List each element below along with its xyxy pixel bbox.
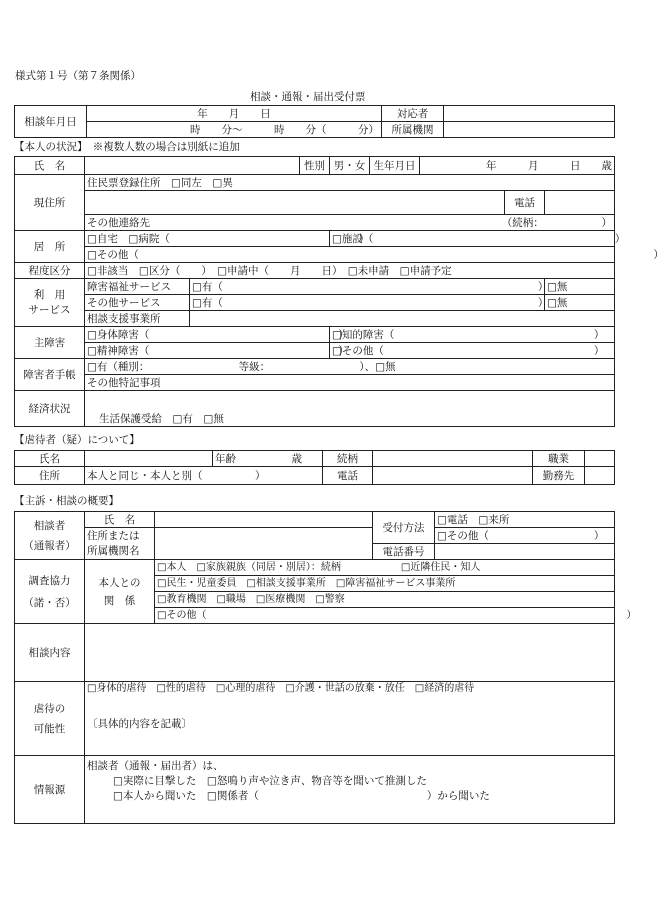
reception-2[interactable]: □その他（ ） — [435, 528, 615, 544]
economy-label: 経済状況 — [15, 391, 85, 427]
handler-label: 対応者 — [382, 106, 444, 122]
abuser-name-field[interactable] — [85, 451, 213, 467]
content-label: 相談内容 — [15, 624, 85, 682]
abuser-work-field[interactable] — [585, 467, 615, 485]
consultant-address-label: 住所または 所属機関名 — [85, 528, 155, 560]
abuser-age-label: 年齢 歳 — [213, 451, 323, 467]
reception-label: 受付方法 — [373, 512, 435, 544]
svc3-field[interactable] — [190, 311, 615, 327]
dis-1[interactable]: □身体障害（ ） — [85, 327, 330, 343]
date-line1: 年 月 日 — [87, 106, 382, 122]
handbook-value[interactable]: □有（種別： 等級： ）、□無 — [85, 359, 615, 375]
coop-label: 調査協力 （諾・否） — [15, 560, 85, 624]
handler-field[interactable] — [444, 106, 615, 122]
section3-heading: 【主訴・相談の概要】 — [14, 495, 119, 507]
possibility-label: 虐待の 可能性 — [15, 682, 85, 756]
abuser-phone-field[interactable] — [373, 467, 533, 485]
consultant-address-field[interactable] — [155, 528, 373, 560]
rel-4[interactable]: □その他（ ） — [155, 608, 615, 624]
content-field[interactable] — [85, 624, 615, 682]
other-contact[interactable]: その他連絡先 （続柄： ） — [85, 215, 615, 231]
rel-1[interactable]: □本人 □家族親族（同居・別居）：続柄 □近隣住民・知人 — [155, 560, 615, 576]
abuser-relation-field[interactable] — [373, 451, 533, 467]
name-label: 氏 名 — [15, 157, 85, 175]
address-label: 現住所 — [15, 175, 85, 231]
office-field[interactable] — [444, 122, 615, 138]
summary-table — [14, 511, 637, 824]
disability-label: 主障害 — [15, 327, 85, 359]
special-notes[interactable]: その他特記事項 — [85, 375, 615, 391]
rel-2[interactable]: □民生・児童委員 □相談支援事業所 □障害福祉サービス事業所 — [155, 576, 615, 592]
birth-label: 生年月日 — [370, 157, 420, 175]
svc3-label: 相談支援事業所 — [85, 311, 190, 327]
person-table — [14, 156, 664, 427]
welfare[interactable]: 生活保護受給 □有 □無 — [85, 391, 615, 427]
svc1-value[interactable]: □有（ ） — [190, 279, 545, 295]
abuser-work-label: 勤務先 — [533, 467, 585, 485]
abuser-address-label: 住所 — [15, 467, 85, 485]
date-label: 相談年月日 — [15, 106, 87, 138]
svc2-none[interactable]: □無 — [545, 295, 615, 311]
abuser-job-label: 職業 — [533, 451, 585, 467]
reception-1[interactable]: □電話 □来所 — [435, 512, 615, 528]
section2-heading: 【虐待者（疑）について】 — [14, 434, 140, 446]
residence-1[interactable]: □自宅 □病院（ ） — [85, 231, 330, 247]
registered-address[interactable]: 住民票登録住所 □同左 □異 — [85, 175, 615, 191]
consultant-label: 相談者 （通報者） — [15, 512, 85, 560]
residence-label: 居 所 — [15, 231, 85, 263]
section1-heading: 【本人の状況】 ※複数人数の場合は別紙に追加 — [14, 141, 240, 153]
phone-field[interactable] — [545, 191, 615, 215]
gender-label: 性別 — [300, 157, 330, 175]
abuser-relation-label: 続柄 — [323, 451, 373, 467]
abuser-table — [14, 450, 615, 485]
handbook-label: 障害者手帳 — [15, 359, 85, 391]
consultant-name-field[interactable] — [155, 512, 373, 528]
info-1: 相談者（通報・届出者）は、 — [87, 760, 224, 772]
residence-2[interactable]: □その他（ ） — [85, 247, 615, 263]
phone-label: 電話 — [505, 191, 545, 215]
svc1-label: 障害福祉サービス — [85, 279, 190, 295]
abuser-address-value[interactable]: 本人と同じ・本人と別（ ） — [85, 467, 323, 485]
dis-4[interactable]: □その他（ ） — [330, 343, 615, 359]
svc1-none[interactable]: □無 — [545, 279, 615, 295]
possibility-field[interactable] — [85, 682, 615, 756]
date-line2: 時 分～ 時 分（ 分） — [87, 122, 382, 138]
form-id: 様式第１号（第７条関係） — [15, 70, 141, 82]
info-label: 情報源 — [15, 756, 85, 824]
abuse-types[interactable]: □身体的虐待 □性的虐待 □心理的虐待 □介護・世話の放棄・放任 □経済的虐待 — [87, 683, 475, 694]
abuser-job-field[interactable] — [585, 451, 615, 467]
form-title: 相談・通報・届出受付票 — [250, 91, 366, 103]
level-value[interactable]: □非該当 □区分（ ） □申請中（ 月 日） □未申請 □申請予定 — [85, 263, 615, 279]
info-2[interactable]: □実際に目撃した □怒鳴り声や泣き声、物音等を聞いて推測した — [113, 775, 427, 787]
name-field[interactable] — [85, 157, 300, 175]
consultant-phone-label: 電話番号 — [373, 544, 435, 560]
address-field[interactable] — [85, 191, 505, 215]
specific-content: 〔具体的内容を記載〕 — [87, 718, 192, 730]
dis-2[interactable]: □知的障害（ ） — [330, 327, 615, 343]
svc2-label: その他サービス — [85, 295, 190, 311]
consult-date-table — [14, 105, 615, 138]
service-label: 利 用 サービス — [15, 279, 85, 327]
residence-facility[interactable]: □施設（ ） — [330, 231, 615, 247]
birth-value[interactable]: 年 月 日 歳 — [420, 157, 615, 175]
relation-label: 本人との 関 係 — [85, 560, 155, 624]
consultant-phone-field[interactable] — [435, 544, 615, 560]
office-label: 所属機関 — [382, 122, 444, 138]
abuser-name-label: 氏名 — [15, 451, 85, 467]
gender-value[interactable]: 男・女 — [330, 157, 370, 175]
level-label: 程度区分 — [15, 263, 85, 279]
info-3[interactable]: □本人から聞いた □関係者（ ）から聞いた — [113, 790, 490, 802]
dis-3[interactable]: □精神障害（ ） — [85, 343, 330, 359]
consultant-name-label: 氏 名 — [85, 512, 155, 528]
abuser-phone-label: 電話 — [323, 467, 373, 485]
rel-3[interactable]: □教育機関 □職場 □医療機関 □警察 — [155, 592, 615, 608]
svc2-value[interactable]: □有（ ） — [190, 295, 545, 311]
info-field[interactable] — [85, 756, 615, 824]
